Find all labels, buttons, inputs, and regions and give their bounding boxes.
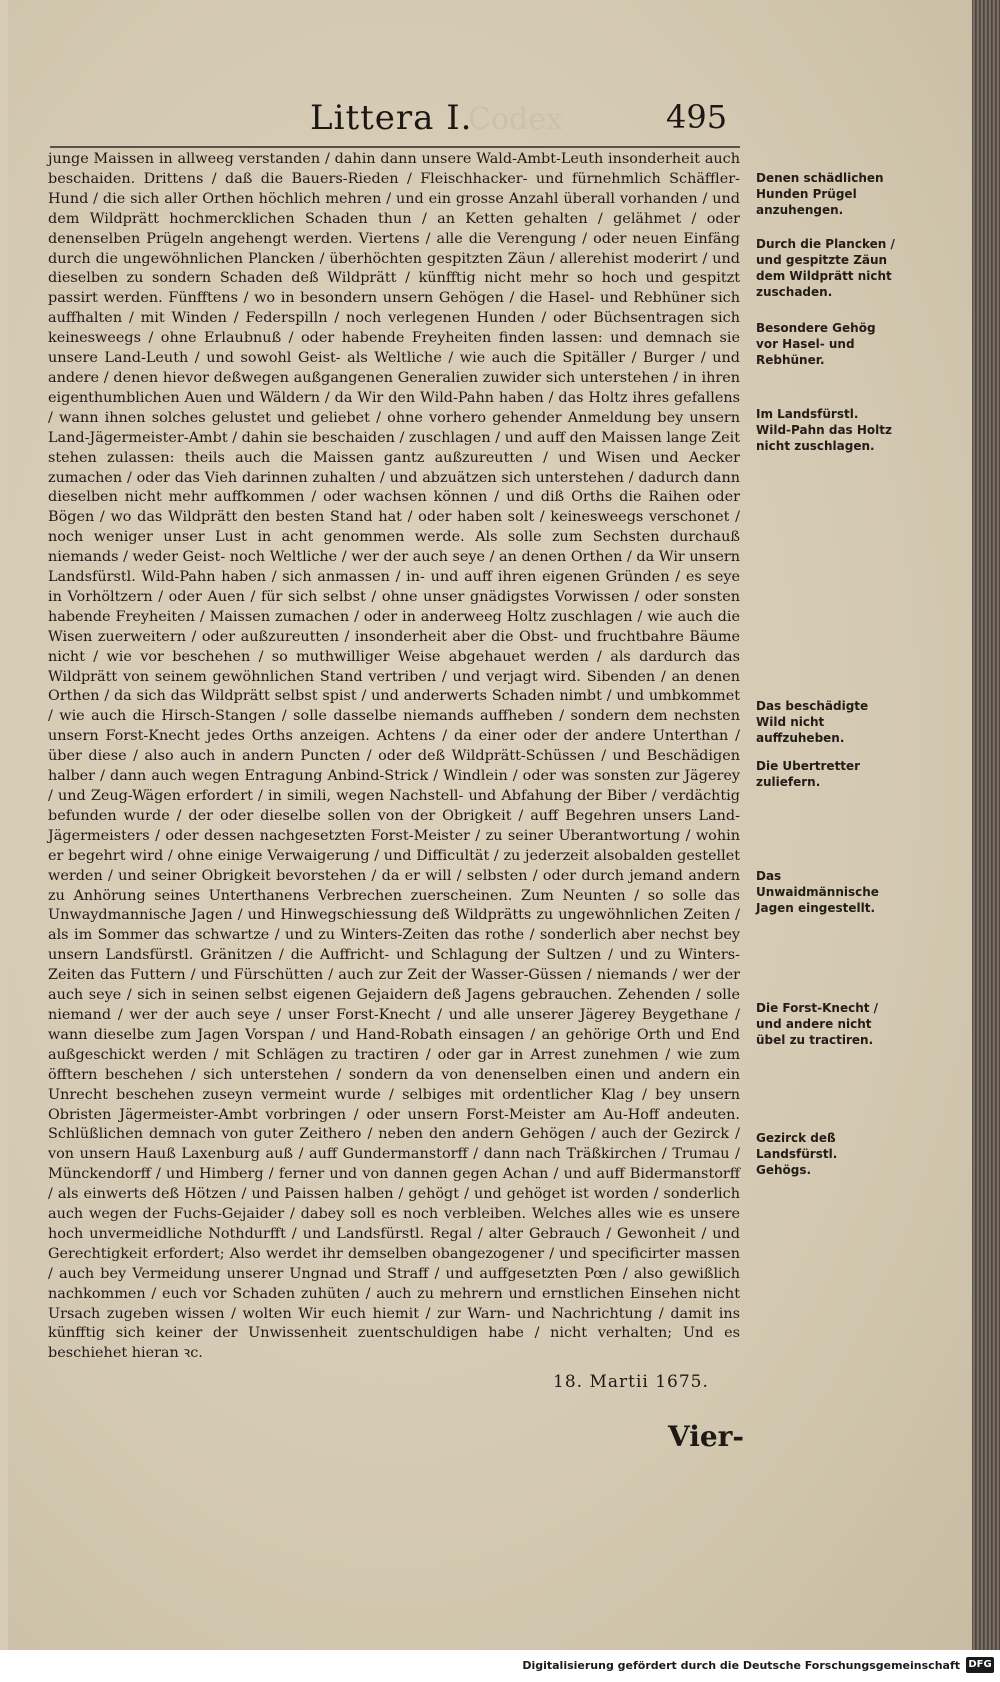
margin-note: Das beschädigte Wild nicht auffzuheben. [756,699,869,745]
dfg-logo-icon: DFG [966,1657,994,1673]
page-number: 495 [666,98,728,136]
margin-note: Besondere Gehög vor Hasel- und Rebhüner. [756,321,876,367]
margin-note: Im Landsfürstl. Wild-Pahn das Holtz nicht zuschlagen. [756,407,892,453]
header-rule [50,146,740,148]
footer-bar [0,1650,1000,1682]
bleed-through-text: Codex [468,102,563,137]
margin-note: Gezirck deß Landsfürstl. Gehögs. [756,1131,838,1177]
book-fore-edge [972,0,1000,1650]
book-page [8,0,973,1650]
margin-note: Die Ubertretter zuliefern. [756,759,861,789]
margin-note: Das Unwaidmännische Jagen eingestellt. [756,869,879,915]
margin-note: Durch die Plancken / und gespitzte Zäun dem Wildprätt nicht zuschaden. [756,237,895,299]
margin-note: Die Forst-Knecht / und andere nicht übel zu tractiren. [756,1001,879,1047]
funding-credit: Digitalisierung gefördert durch die Deutsche Forschungsgemeinschaft [522,1659,960,1672]
running-header [48,92,748,142]
margin-note: Denen schädlichen Hunden Prügel anzuhengen. [756,171,884,217]
main-text-block [48,150,740,1364]
decree-date: 18. Martii 1675. [553,1372,709,1392]
catchword: Vier- [668,1420,745,1453]
main-paragraph: junge Maissen in allweeg verstanden / dahin dann unsere Wald-Ambt-Leuth insonderheit auch beschaiden. Drittens / daß die Bauers-Rieden / Fleischhacker- und fürnehmlich Schäffler-Hund / die sich aller Orthen höchlich mehren / und ein grosse Anzahl überall vorhanden / und dem Wildprätt hochmercklichen Schaden thun / an Ketten gehalten / gelähmet / oder denenselben Prügeln angehengt werden. Viertens / alle die Verengung / oder neuen Einfäng durch die ungewöhnlichen Plancken / überhöchten gespitzten Zäun / allerehist moderirt / und dieselben zu sondern Schaden deß Wildprätt / künfftig nicht mehr so hoch und gespitzt passirt werden. Fünfftens / wo in besondern unsern Gehögen / die Hasel- und Rebhüner sich auffhalten / mit Winden / Federspilln / noch verlegenen Hunden / oder Büchsentragen sich keinesweegs / ohne Erlaubnuß / oder habende Freyheiten finden lassen: und demnach sie unsere Land-Leuth / und sowohl Geist- als Weltliche / wie auch die Spitäller / Burger / und andere / denen hievor deßwegen außgangenen Generalien zuwider sich unterstehen / in ihren eigenthumblichen Auen und Wäldern / da Wir den Wild-Pahn haben / das Holtz ihres gefallens / wann ihnen solches gelustet und geliebet / ohne vorhero gehender Anmeldung bey unsern Land-Jägermeister-Ambt / dahin sie beschaiden / zuschlagen / und auff den Maissen lange Zeit stehen zulassen: theils auch die Maissen gantz außzureutten / und Wisen und Aecker zumachen / oder das Vieh darinnen zuhalten / und abzuätzen sich unterstehen / dadurch dann dieselben nicht mehr auffkommen / oder wachsen können / und diß Orths die Raihen oder Bögen / wo das Wildprätt den besten Stand hat / oder haben solt / keinesweegs verschonet / noch weniger unser Lust in acht genommen werde. Als solle zum Sechsten durchauß niemands / weder Geist- noch Weltliche / wer der auch seye / an denen Orthen / da Wir unsern Landsfürstl. Wild-Pahn haben / sich anmassen / in- und auff ihren eigenen Gründen / es seye in Vorhöltzern / oder Auen / für sich selbst / ohne unser gnädigstes Vorwissen / oder sonsten habende Freyheiten / Maissen zumachen / oder in anderweeg Holtz zuschlagen / wie auch die Wisen zuerweitern / oder außzureutten / insonderheit aber die Obst- und fruchtbahre Bäume nicht / wie vor beschehen / so muthwilliger Weise abgehauet werden / als dardurch das Wildprätt von seinem gewöhnlichen Stand vertriben / und verjagt wird. Sibenden / an denen Orthen / da sich das Wildprätt selbst spist / und anderwerts Schaden nimbt / und umbkommet / wie auch die Hirsch-Stangen / solle dasselbe niemands auffheben / sondern dem nechsten unsern Forst-Knecht jedes Orths anzeigen. Achtens / da einer oder der andere Unterthan / über diese / also auch in andern Puncten / oder deß Wildprätt-Schüssen / und Beschädigen halber / dann auch wegen Entragung Anbind-Strick / Windlein / oder was sonsten zur Jägerey / und Zeug-Wägen erfordert / in simili, wegen Nachstell- und Abfahung der Biber / verdächtig befunden wurde / der oder dieselbe sollen von der Obrigkeit / auff Begehren unsers Land-Jägermeisters / oder dessen nachgesetzten Forst-Meister / zu seiner Uberantwortung / wohin er begehrt wird / ohne einige Verwaigerung / und Difficultät / zu jederzeit alsobalden gestellet werden / und seiner Obrigkeit bevorstehen / da er will / selbsten / oder durch jemand andern zu Anhörung seines Unterthanens Verbrechen zuerscheinen. Zum Neunten / so solle das Unwaydmannische Jagen / und Hinwegschiessung deß Wildprätts zu ungewöhnlichen Zeiten / als im Sommer das schwartze / und zu Winters-Zeiten das rothe / sonderlich aber nechst bey unsern Landsfürstl. Gränitzen / die Auffricht- und Schlagung der Sultzen / und zu Winters-Zeiten das Futtern / und Fürschütten / auch zur Zeit der Wasser-Güssen / niemands / wer der auch seye / sich in seinen selbst eigenen Gejaidern deß Jagens gebrauchen. Zehenden / solle niemand / wer der auch seye / unser Forst-Knecht / und alle unserer Jägerey Beygethane / wann dieselbe zum Jagen Vorspan / und Hand-Robath einsagen / an gehörige Orth und End außgeschickt werden / mit Schlägen zu tractiren / oder gar in Arrest zunehmen / wie zum öfftern beschehen / sich unterstehen / sondern da von denenselben einen und andern ein Unrecht beschehen zuseyn vermeint wurde / selbiges mit ordentlicher Klag / bey unsern Obristen Jägermeister-Ambt vorbringen / oder unsern Forst-Meister am Au-Hoff andeuten. Schlüßlichen demnach von guter Zeithero / neben den andern Gehögen / auch der Gezirck / von unsern Hauß Laxenburg auß / auff Gundermanstorff / dann nach Träßkirchen / Trumau / Münckendorff / und Himberg / ferner und von dannen gegen Achan / und auff Bidermanstorff / als einwerts deß Hötzen / und Paissen halben / gehögt / und gehöget ist worden / sonderlich auch wegen der Fuchs-Gejaider / dabey soll es noch verbleiben. Welches alles wie es unsere hoch unvermeidliche Nothdurfft / und Landsfürstl. Regal / alter Gebrauch / Gewonheit / und Gerechtigkeit erfordert; Also werdet ihr demselben obangezogener / und specificirter massen / auch bey Vermeidung unserer Ungnad und Straff / und auffgesetzten Pœn / also gewißlich nachkommen / euch vor Schaden zuhüten / auch zu mehrern und ernstlichen Einsehen nicht Ursach zugeben wissen / wolten Wir euch hiemit / zur Warn- und Nachrichtung / damit ins künfftig sich keiner der Unwissenheit zuentschuldigen habe / nicht verhalten; Und es beschiehet hieran ꝛc. [48,151,740,1362]
page-title: Littera I. [310,98,473,138]
